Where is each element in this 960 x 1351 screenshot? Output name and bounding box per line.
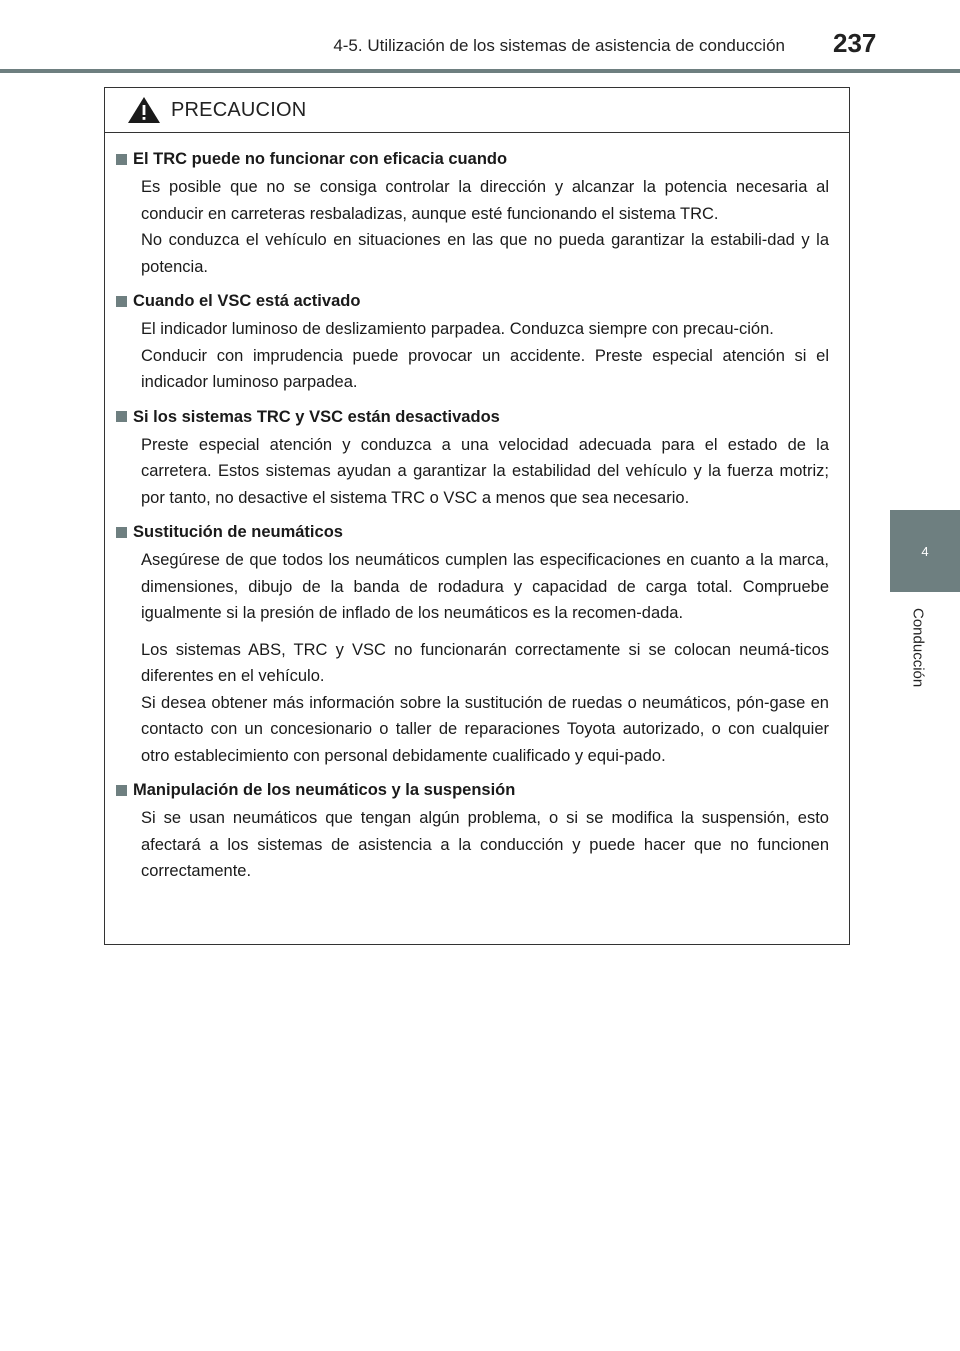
section-paragraph: Es posible que no se consiga controlar la dirección y alcanzar la potencia necesaria al conducir en carreteras resbaladizas, aunque esté funcionando el sistema TRC. No conduzca el vehículo en situaciones en las que no pueda garantizar la estabili-dad y la potencia. [141, 178, 829, 276]
caution-header [105, 88, 849, 133]
section-heading-text: Sustitución de neumáticos [133, 523, 343, 541]
caution-section [116, 777, 829, 885]
warning-triangle-icon [127, 96, 161, 124]
caution-body [105, 133, 849, 885]
caution-section [116, 519, 829, 769]
header-rule [0, 69, 960, 73]
chapter-number: 4 [921, 543, 929, 559]
caution-section [116, 288, 829, 396]
section-paragraph: Preste especial atención y conduzca a una velocidad adecuada para el estado de la carretera. Estos sistemas ayudan a garantizar la estabilidad del vehículo y la fuerza motriz; por tanto, no desactive el sistema TRC o VSC a menos que sea necesario. [141, 435, 829, 507]
caution-section [116, 146, 829, 280]
chapter-section-title: 4-5. Utilización de los sistemas de asistencia de conducción [333, 36, 785, 55]
section-heading [116, 519, 829, 545]
caution-title: PRECAUCION [171, 98, 307, 121]
page-number: 237 [833, 28, 877, 58]
section-heading [116, 288, 829, 314]
square-bullet-icon [116, 296, 127, 307]
caution-section [116, 404, 829, 512]
section-paragraph: Asegúrese de que todos los neumáticos cumplen las especificaciones en cuanto a la marca, dimensiones, dibujo de la banda de rodadura y capacidad de carga total. Compruebe igualmente si la presión de inflado de los neumáticos es la recomen-dada. [141, 551, 829, 622]
section-paragraph: Si se usan neumáticos que tengan algún problema, o si se modifica la suspensión, esto afectará a los sistemas de asistencia a la conducción y puede hacer que no funcionen correctamente. [141, 809, 829, 880]
square-bullet-icon [116, 411, 127, 422]
square-bullet-icon [116, 785, 127, 796]
chapter-label: Conducción [909, 608, 927, 688]
section-heading [116, 777, 829, 803]
chapter-tab [890, 510, 960, 592]
square-bullet-icon [116, 527, 127, 538]
section-heading [116, 146, 829, 172]
square-bullet-icon [116, 154, 127, 165]
section-heading [116, 404, 829, 430]
section-paragraph: Los sistemas ABS, TRC y VSC no funcionarán correctamente si se colocan neumá-ticos diferentes en el vehículo. Si desea obtener más información sobre la sustitución de ruedas o neumáticos, pón-gase en contacto con un concesionario o taller de reparaciones Toyota autorizado, o con cualquier otro establecimiento con personal debidamente cualificado y equi-pado. [141, 640, 829, 765]
section-paragraph: El indicador luminoso de deslizamiento parpadea. Conduzca siempre con precau-ción. Conducir con imprudencia puede provocar un accidente. Preste especial atención si el indicador luminoso parpadea. [141, 320, 829, 391]
section-heading-text: Cuando el VSC está activado [133, 292, 361, 310]
caution-box [104, 87, 850, 945]
section-heading-text: Manipulación de los neumáticos y la suspensión [133, 781, 516, 799]
section-heading-text: El TRC puede no funcionar con eficacia cuando [133, 150, 508, 168]
section-heading-text: Si los sistemas TRC y VSC están desactivados [133, 407, 500, 426]
